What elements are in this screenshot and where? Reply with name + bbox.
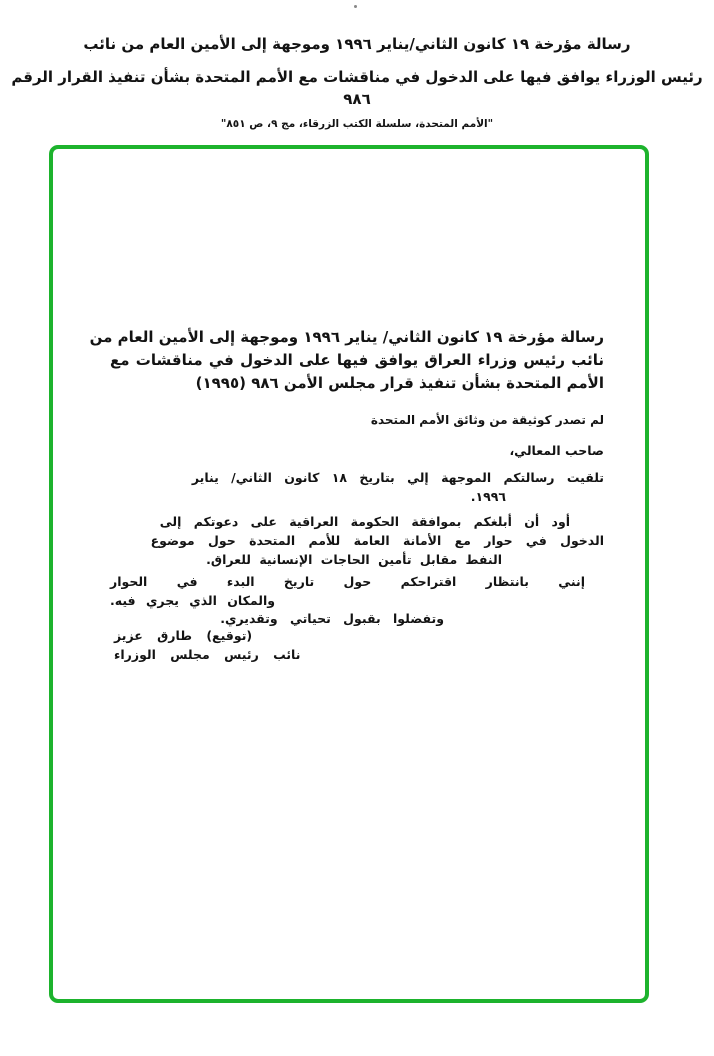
letter-title-line-3: الأمم المتحدة بشأن تنفيذ قرار مجلس الأمن ٩٨٦ (١٩٩٥) xyxy=(195,374,604,392)
header-title-line-1: رسالة مؤرخة ١٩ كانون الثاني/يناير ١٩٩٦ وموجهة إلى الأمين العام من نائب xyxy=(83,35,631,53)
signature-line: (توقيع) طارق عزيز xyxy=(114,628,253,643)
publication-note: لم تصدر كوثيقة من وثائق الأمم المتحدة xyxy=(370,413,604,427)
closing-line: وتفضلوا بقبول تحياتي وتقديري. xyxy=(220,611,444,626)
signature-title-line: نائب رئيس مجلس الوزراء xyxy=(114,647,301,662)
body-line-approval-3: النفط مقابل تأمين الحاجات الإنسانية للعراق. xyxy=(206,552,502,567)
letter-document xyxy=(89,326,604,664)
salutation-line: صاحب المعالي، xyxy=(509,443,604,458)
body-line-awaiting-2: والمكان الذي يجري فيه. xyxy=(110,593,276,608)
body-line-approval-1: أود أن أبلغكم بموافقة الحكومة العراقية على دعوتكم إلى xyxy=(159,514,570,529)
body-line-received-1: تلقيت رسالتكم الموجهة إلي بتاريخ ١٨ كانون الثاني/ يناير xyxy=(191,470,604,485)
body-line-received-2: ١٩٩٦. xyxy=(470,489,506,504)
body-line-awaiting-1: إنني بانتظار اقتراحكم حول تاريخ البدء في الحوار xyxy=(110,574,585,589)
letter-title-line-1: رسالة مؤرخة ١٩ كانون الثاني/ يناير ١٩٩٦ وموجهة إلى الأمين العام من xyxy=(89,328,604,346)
page-header xyxy=(0,33,714,132)
scan-speck xyxy=(354,5,357,8)
letter-title-line-2: نائب رئيس وزراء العراق يوافق فيها على الدخول في مناقشات مع xyxy=(110,351,604,369)
header-title-line-2: رئيس الوزراء يوافق فيها على الدخول في مناقشات مع الأمم المتحدة بشأن تنفيذ القرار الرقم ٩٨٦ xyxy=(11,68,703,108)
header-source-citation: "الأمم المتحدة، سلسلة الكتب الزرقاء، مج ٩، ص ٨٥١" xyxy=(220,118,494,130)
body-line-approval-2: الدخول في حوار مع الأمانة العامة للأمم المتحدة حول موضوع xyxy=(150,533,604,548)
